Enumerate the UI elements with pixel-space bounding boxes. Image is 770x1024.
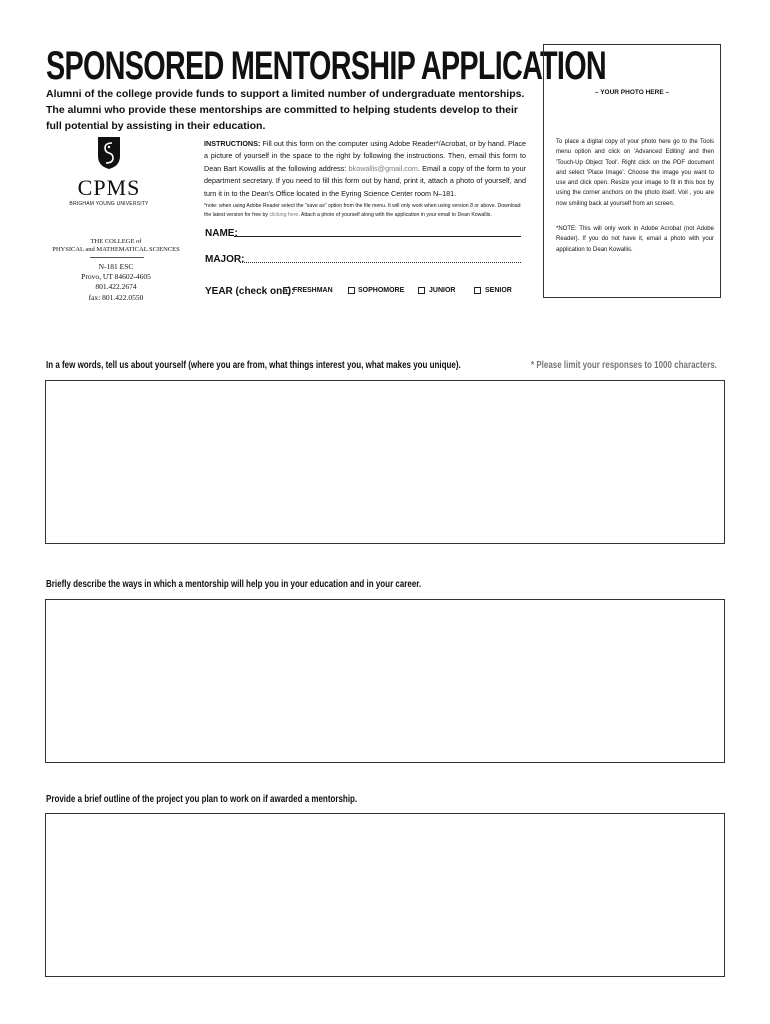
checkbox-freshman[interactable] <box>283 287 290 294</box>
photo-note: *NOTE: This will only work in Adobe Acrobat (not Adobe Reader). If you do not have it, email a photo with your application to Dean Kowallis. <box>556 226 714 253</box>
question-1: In a few words, tell us about yourself (where you are from, what things interest you, what makes you unique). <box>46 360 461 371</box>
year-label: YEAR (check one): <box>205 286 295 297</box>
photo-instructions: To place a digital copy of your photo here go to the Tools menu option and click on 'Advanced Editing' and then 'Touch-Up Object Tool'. Right click on the PDF document and select 'Place Image'. Choose the image you want to use and click open. Resize your image to fit in this box by using the corner anchors on the photo itself. Voil , you are now smiling back at yourself from an screen. <box>556 139 714 207</box>
option-freshman: FRESHMAN <box>293 287 333 294</box>
checkbox-sophomore[interactable] <box>348 287 355 294</box>
photo-box-title: – YOUR PHOTO HERE – <box>594 89 670 96</box>
major-label: MAJOR: <box>205 254 245 265</box>
answer-box-3[interactable] <box>45 813 725 977</box>
address-line: 801.422.2674 <box>95 282 137 292</box>
college-address <box>46 262 186 303</box>
option-senior: SENIOR <box>485 287 512 294</box>
college-name <box>46 238 186 254</box>
answer-box-1[interactable] <box>45 380 725 544</box>
question-3: Provide a brief outline of the project you plan to work on if awarded a mentorship. <box>46 794 358 805</box>
answer-box-2[interactable] <box>45 599 725 763</box>
divider <box>90 257 144 258</box>
option-junior: JUNIOR <box>429 287 456 294</box>
option-sophomore: SOPHOMORE <box>358 287 405 294</box>
email-link[interactable]: bkowallis@gmail.com <box>348 163 418 173</box>
name-label: NAME: <box>205 228 238 239</box>
university-name: BRIGHAM YOUNG UNIVERSITY <box>69 201 149 207</box>
college-line-1: THE COLLEGE of <box>90 238 142 245</box>
address-line: Provo, UT 84602-4605 <box>81 272 151 282</box>
note-text-2: . Attach a photo of yourself along with the application in your email to Dean Kowallis. <box>298 211 492 218</box>
checkbox-junior[interactable] <box>418 287 425 294</box>
note-text: *note: when using Adobe Reader select the "save as" option from the file menu. It will only work when using version 8 or above. Download the latest version for free by <box>204 203 521 218</box>
name-field[interactable] <box>234 236 521 237</box>
question-2: Briefly describe the ways in which a mentorship will help you in your education and in your career. <box>46 579 422 590</box>
download-link[interactable]: clicking here <box>269 211 299 218</box>
reader-note <box>204 202 526 219</box>
character-limit-note: * Please limit your responses to 1000 characters. <box>531 360 717 371</box>
address-line: N-181 ESC <box>98 262 134 271</box>
instructions-text: Fill out this form on the computer using Adobe Reader*/Acrobat, or by hand. Place a picture of yourself in the space to the right by following the instructions. Then, email this form to Dean Bart Kowallis at the following address: <box>204 139 526 173</box>
university-seal-icon <box>97 136 121 170</box>
college-line-2: PHYSICAL and MATHEMATICAL SCIENCES <box>52 246 180 253</box>
major-field[interactable] <box>240 262 521 263</box>
checkbox-senior[interactable] <box>474 287 481 294</box>
page-title: SPONSORED MENTORSHIP APPLICATION <box>46 44 606 88</box>
instructions-label: INSTRUCTIONS: <box>204 139 261 148</box>
address-line: fax: 801.422.0550 <box>88 292 144 302</box>
instructions-text-2: . Email a copy of the form to your department secretary. If you need to fill this form out by hand, print it, attach a photo of yourself, and turn it in to the Dean's Office located in the Eyring Science Center room N–181. <box>204 163 526 198</box>
cpms-logo-text: CPMS <box>77 175 141 200</box>
intro-paragraph: Alumni of the college provide funds to support a limited number of undergraduate mentorships. The alumni who provide these mentorships are committed to helping students develop to their full potential by assisting in their education. <box>46 88 525 132</box>
instructions-block <box>204 138 526 200</box>
